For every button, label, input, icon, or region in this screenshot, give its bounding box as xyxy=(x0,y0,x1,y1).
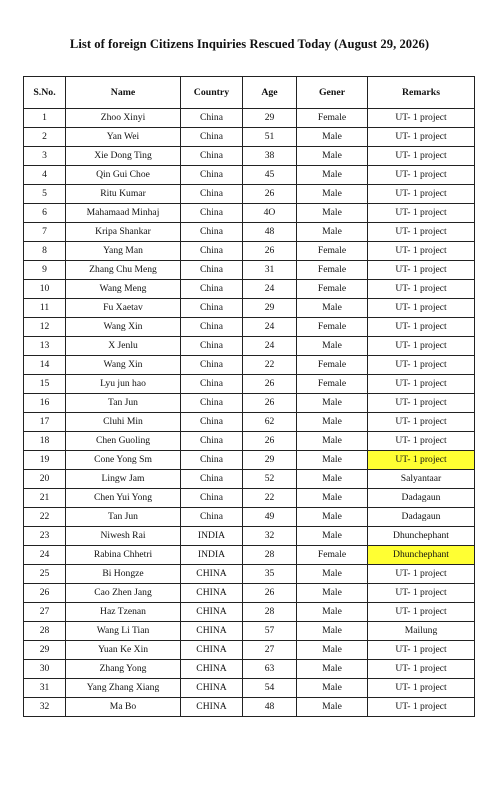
cell-sno: 17 xyxy=(24,413,66,432)
cell-remarks: UT- 1 project xyxy=(368,641,475,660)
cell-age: 26 xyxy=(243,242,297,261)
cell-sno: 25 xyxy=(24,565,66,584)
header-remarks: Remarks xyxy=(368,77,475,109)
cell-age: 48 xyxy=(243,698,297,717)
cell-age: 49 xyxy=(243,508,297,527)
cell-remarks: UT- 1 project xyxy=(368,698,475,717)
cell-country: CHINA xyxy=(181,565,243,584)
cell-remarks: UT- 1 project xyxy=(368,128,475,147)
table-row xyxy=(24,641,475,660)
cell-country: China xyxy=(181,470,243,489)
cell-country: China xyxy=(181,204,243,223)
cell-name: Lyu jun hao xyxy=(66,375,181,394)
cell-remarks: UT- 1 project xyxy=(368,375,475,394)
cell-country: China xyxy=(181,261,243,280)
table-row xyxy=(24,603,475,622)
table-row xyxy=(24,261,475,280)
cell-country: CHINA xyxy=(181,622,243,641)
cell-age: 28 xyxy=(243,546,297,565)
cell-name: Haz Tzenan xyxy=(66,603,181,622)
table-header xyxy=(24,77,475,109)
table-row xyxy=(24,204,475,223)
cell-country: China xyxy=(181,394,243,413)
cell-gender: Male xyxy=(297,432,368,451)
cell-remarks: UT- 1 project xyxy=(368,318,475,337)
cell-gender: Female xyxy=(297,261,368,280)
header-age: Age xyxy=(243,77,297,109)
cell-gender: Male xyxy=(297,698,368,717)
cell-country: China xyxy=(181,318,243,337)
cell-sno: 21 xyxy=(24,489,66,508)
cell-remarks: UT- 1 project xyxy=(368,413,475,432)
cell-gender: Male xyxy=(297,451,368,470)
cell-sno: 23 xyxy=(24,527,66,546)
table-row xyxy=(24,660,475,679)
table-row xyxy=(24,432,475,451)
cell-gender: Male xyxy=(297,147,368,166)
table-row xyxy=(24,147,475,166)
table-row xyxy=(24,622,475,641)
cell-name: Zhoo Xinyi xyxy=(66,109,181,128)
cell-remarks: UT- 1 project xyxy=(368,204,475,223)
cell-sno: 31 xyxy=(24,679,66,698)
cell-sno: 5 xyxy=(24,185,66,204)
table-row xyxy=(24,280,475,299)
cell-age: 28 xyxy=(243,603,297,622)
table-row xyxy=(24,223,475,242)
cell-age: 26 xyxy=(243,584,297,603)
cell-gender: Female xyxy=(297,318,368,337)
cell-sno: 20 xyxy=(24,470,66,489)
cell-name: Cao Zhen Jang xyxy=(66,584,181,603)
cell-country: China xyxy=(181,280,243,299)
cell-name: Rabina Chhetri xyxy=(66,546,181,565)
cell-gender: Female xyxy=(297,242,368,261)
cell-gender: Male xyxy=(297,489,368,508)
cell-name: Tan Jun xyxy=(66,508,181,527)
cell-country: China xyxy=(181,128,243,147)
cell-name: Cluhi Min xyxy=(66,413,181,432)
cell-country: China xyxy=(181,185,243,204)
cell-age: 26 xyxy=(243,185,297,204)
cell-age: 35 xyxy=(243,565,297,584)
cell-name: Wang Meng xyxy=(66,280,181,299)
cell-country: CHINA xyxy=(181,679,243,698)
cell-country: CHINA xyxy=(181,603,243,622)
cell-country: China xyxy=(181,147,243,166)
cell-gender: Male xyxy=(297,565,368,584)
cell-sno: 3 xyxy=(24,147,66,166)
cell-country: China xyxy=(181,375,243,394)
cell-sno: 2 xyxy=(24,128,66,147)
cell-country: INDIA xyxy=(181,527,243,546)
cell-name: Chen Guoling xyxy=(66,432,181,451)
cell-age: 52 xyxy=(243,470,297,489)
cell-sno: 1 xyxy=(24,109,66,128)
cell-gender: Female xyxy=(297,546,368,565)
cell-sno: 28 xyxy=(24,622,66,641)
cell-sno: 14 xyxy=(24,356,66,375)
table-row xyxy=(24,299,475,318)
table-row xyxy=(24,128,475,147)
cell-name: X Jenlu xyxy=(66,337,181,356)
cell-age: 24 xyxy=(243,280,297,299)
table-row xyxy=(24,318,475,337)
cell-age: 4O xyxy=(243,204,297,223)
cell-gender: Male xyxy=(297,470,368,489)
table-row xyxy=(24,489,475,508)
cell-gender: Male xyxy=(297,166,368,185)
table-row xyxy=(24,375,475,394)
cell-remarks: UT- 1 project xyxy=(368,147,475,166)
cell-gender: Male xyxy=(297,223,368,242)
cell-age: 38 xyxy=(243,147,297,166)
table-row xyxy=(24,242,475,261)
table-row xyxy=(24,508,475,527)
cell-name: Qin Gui Choe xyxy=(66,166,181,185)
cell-remarks: Dhunchephant xyxy=(368,546,475,565)
cell-country: China xyxy=(181,356,243,375)
table-row xyxy=(24,413,475,432)
table-row xyxy=(24,546,475,565)
cell-remarks: UT- 1 project xyxy=(368,261,475,280)
cell-country: China xyxy=(181,299,243,318)
cell-sno: 13 xyxy=(24,337,66,356)
cell-sno: 22 xyxy=(24,508,66,527)
citizens-table xyxy=(23,76,475,717)
cell-age: 22 xyxy=(243,489,297,508)
cell-age: 32 xyxy=(243,527,297,546)
cell-gender: Male xyxy=(297,394,368,413)
cell-remarks: UT- 1 project xyxy=(368,299,475,318)
cell-country: INDIA xyxy=(181,546,243,565)
cell-name: Tan Jun xyxy=(66,394,181,413)
cell-sno: 16 xyxy=(24,394,66,413)
cell-country: China xyxy=(181,489,243,508)
cell-gender: Male xyxy=(297,337,368,356)
cell-remarks: UT- 1 project xyxy=(368,109,475,128)
cell-sno: 32 xyxy=(24,698,66,717)
cell-sno: 19 xyxy=(24,451,66,470)
table-row xyxy=(24,679,475,698)
cell-country: China xyxy=(181,242,243,261)
cell-remarks: UT- 1 project xyxy=(368,242,475,261)
cell-country: China xyxy=(181,337,243,356)
cell-age: 26 xyxy=(243,394,297,413)
cell-name: Zhang Chu Meng xyxy=(66,261,181,280)
cell-age: 29 xyxy=(243,299,297,318)
cell-country: China xyxy=(181,451,243,470)
cell-name: Cone Yong Sm xyxy=(66,451,181,470)
table-row xyxy=(24,527,475,546)
cell-sno: 18 xyxy=(24,432,66,451)
cell-remarks: UT- 1 project xyxy=(368,679,475,698)
table-row xyxy=(24,565,475,584)
cell-remarks: UT- 1 project xyxy=(368,166,475,185)
cell-age: 51 xyxy=(243,128,297,147)
cell-remarks: UT- 1 project xyxy=(368,337,475,356)
cell-gender: Male xyxy=(297,660,368,679)
cell-name: Xie Dong Ting xyxy=(66,147,181,166)
cell-age: 57 xyxy=(243,622,297,641)
cell-sno: 26 xyxy=(24,584,66,603)
cell-gender: Male xyxy=(297,413,368,432)
cell-age: 54 xyxy=(243,679,297,698)
cell-remarks: UT- 1 project xyxy=(368,432,475,451)
cell-gender: Male xyxy=(297,185,368,204)
cell-sno: 12 xyxy=(24,318,66,337)
cell-country: China xyxy=(181,413,243,432)
cell-name: Wang Xin xyxy=(66,318,181,337)
cell-age: 31 xyxy=(243,261,297,280)
cell-name: Mahamaad Minhaj xyxy=(66,204,181,223)
cell-gender: Male xyxy=(297,508,368,527)
cell-age: 45 xyxy=(243,166,297,185)
cell-remarks: UT- 1 project xyxy=(368,185,475,204)
table-row xyxy=(24,584,475,603)
cell-gender: Male xyxy=(297,527,368,546)
header-country: Country xyxy=(181,77,243,109)
cell-gender: Female xyxy=(297,109,368,128)
cell-sno: 9 xyxy=(24,261,66,280)
cell-age: 63 xyxy=(243,660,297,679)
cell-sno: 15 xyxy=(24,375,66,394)
cell-gender: Male xyxy=(297,622,368,641)
cell-name: Zhang Yong xyxy=(66,660,181,679)
cell-country: China xyxy=(181,432,243,451)
table-row xyxy=(24,698,475,717)
cell-name: Ritu Kumar xyxy=(66,185,181,204)
cell-age: 29 xyxy=(243,109,297,128)
cell-country: China xyxy=(181,508,243,527)
cell-remarks: UT- 1 project xyxy=(368,280,475,299)
cell-remarks: UT- 1 project xyxy=(368,565,475,584)
cell-name: Yuan Ke Xin xyxy=(66,641,181,660)
cell-age: 22 xyxy=(243,356,297,375)
document-title: List of foreign Citizens Inquiries Rescued Today (August 29, 2026) xyxy=(69,37,430,51)
cell-remarks: UT- 1 project xyxy=(368,394,475,413)
cell-gender: Female xyxy=(297,280,368,299)
cell-sno: 4 xyxy=(24,166,66,185)
cell-gender: Male xyxy=(297,128,368,147)
cell-sno: 29 xyxy=(24,641,66,660)
cell-remarks: UT- 1 project xyxy=(368,451,475,470)
cell-name: Niwesh Rai xyxy=(66,527,181,546)
cell-age: 48 xyxy=(243,223,297,242)
cell-gender: Male xyxy=(297,299,368,318)
cell-remarks: Dhunchephant xyxy=(368,527,475,546)
cell-name: Wang Xin xyxy=(66,356,181,375)
cell-name: Yang Zhang Xiang xyxy=(66,679,181,698)
cell-remarks: Mailung xyxy=(368,622,475,641)
cell-name: Lingw Jam xyxy=(66,470,181,489)
cell-age: 26 xyxy=(243,432,297,451)
header-gender: Gener xyxy=(297,77,368,109)
cell-age: 24 xyxy=(243,318,297,337)
cell-sno: 6 xyxy=(24,204,66,223)
cell-name: Yan Wei xyxy=(66,128,181,147)
cell-name: Yang Man xyxy=(66,242,181,261)
cell-gender: Female xyxy=(297,356,368,375)
cell-sno: 8 xyxy=(24,242,66,261)
cell-gender: Male xyxy=(297,679,368,698)
cell-age: 27 xyxy=(243,641,297,660)
cell-remarks: UT- 1 project xyxy=(368,223,475,242)
cell-sno: 24 xyxy=(24,546,66,565)
cell-sno: 10 xyxy=(24,280,66,299)
cell-country: CHINA xyxy=(181,641,243,660)
table-row xyxy=(24,356,475,375)
cell-sno: 7 xyxy=(24,223,66,242)
cell-name: Bi Hongze xyxy=(66,565,181,584)
cell-country: CHINA xyxy=(181,584,243,603)
cell-remarks: UT- 1 project xyxy=(368,356,475,375)
cell-age: 26 xyxy=(243,375,297,394)
table-row xyxy=(24,166,475,185)
header-row xyxy=(24,77,475,109)
cell-sno: 30 xyxy=(24,660,66,679)
cell-age: 24 xyxy=(243,337,297,356)
cell-country: CHINA xyxy=(181,660,243,679)
cell-remarks: Salyantaar xyxy=(368,470,475,489)
cell-remarks: Dadagaun xyxy=(368,489,475,508)
cell-age: 29 xyxy=(243,451,297,470)
cell-remarks: UT- 1 project xyxy=(368,603,475,622)
cell-sno: 11 xyxy=(24,299,66,318)
cell-gender: Female xyxy=(297,375,368,394)
table-row xyxy=(24,337,475,356)
cell-name: Wang Li Tian xyxy=(66,622,181,641)
cell-gender: Male xyxy=(297,204,368,223)
table-row xyxy=(24,470,475,489)
cell-name: Ma Bo xyxy=(66,698,181,717)
cell-country: China xyxy=(181,109,243,128)
table-row xyxy=(24,451,475,470)
table-row xyxy=(24,185,475,204)
cell-gender: Male xyxy=(297,584,368,603)
cell-country: CHINA xyxy=(181,698,243,717)
table-row xyxy=(24,109,475,128)
cell-remarks: Dadagaun xyxy=(368,508,475,527)
cell-country: China xyxy=(181,223,243,242)
cell-sno: 27 xyxy=(24,603,66,622)
cell-gender: Male xyxy=(297,641,368,660)
cell-age: 62 xyxy=(243,413,297,432)
table-body xyxy=(24,109,475,717)
cell-gender: Male xyxy=(297,603,368,622)
cell-remarks: UT- 1 project xyxy=(368,660,475,679)
header-name: Name xyxy=(66,77,181,109)
header-sno: S.No. xyxy=(24,77,66,109)
table-row xyxy=(24,394,475,413)
cell-remarks: UT- 1 project xyxy=(368,584,475,603)
cell-name: Fu Xaetav xyxy=(66,299,181,318)
cell-name: Kripa Shankar xyxy=(66,223,181,242)
cell-name: Chen Yui Yong xyxy=(66,489,181,508)
cell-country: China xyxy=(181,166,243,185)
